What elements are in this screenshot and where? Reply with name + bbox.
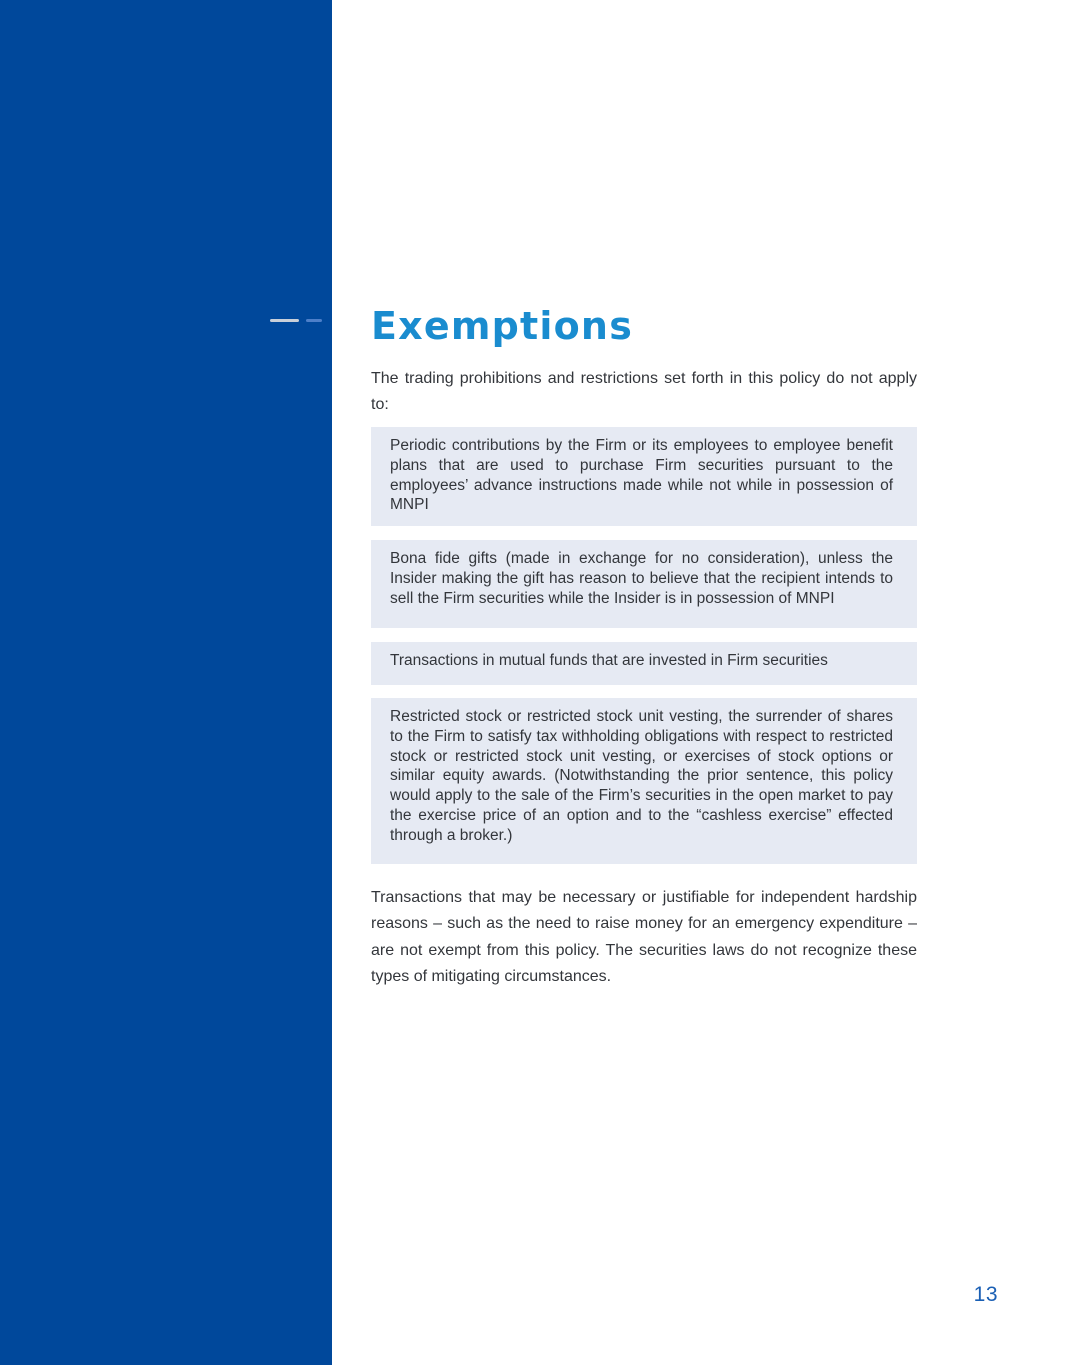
exemption-mutual-funds: Transactions in mutual funds that are invested in Firm securities <box>371 642 917 685</box>
page-number: 13 <box>973 1283 998 1306</box>
accent-dash-long <box>270 319 299 322</box>
exemption-benefit-plans: Periodic contributions by the Firm or its employees to employee benefit plans that are used to purchase Firm securities pursuant to the employees’ advance instructions made while not while in possession of MNPI <box>371 427 917 526</box>
sidebar-band <box>0 0 332 1365</box>
page-title: Exemptions <box>371 304 634 348</box>
intro-paragraph: The trading prohibitions and restrictions set forth in this policy do not apply to: <box>371 370 917 413</box>
exemption-restricted-stock: Restricted stock or restricted stock unit vesting, the surrender of shares to the Firm to satisfy tax withholding obligations with respect to restricted stock or restricted stock unit vesting, or exercises of stock options or similar equity awards. (Notwithstanding the prior sentence, this policy would apply to the sale of the Firm’s securities in the open market to pay the exercise price of an option and to the “cashless exercise” effected through a broker.) <box>371 698 917 864</box>
exemption-bona-fide-gifts: Bona fide gifts (made in exchange for no consideration), unless the Insider making the gift has reason to believe that the recipient intends to sell the Firm securities while the Insider is in possession of MNPI <box>371 540 917 628</box>
accent-dash-short <box>306 319 322 322</box>
closing-paragraph: Transactions that may be necessary or justifiable for independent hardship reasons – such as the need to raise money for an emergency expenditure – are not exempt from this policy. The securities laws do not recognize these types of mitigating circumstances. <box>371 889 917 985</box>
